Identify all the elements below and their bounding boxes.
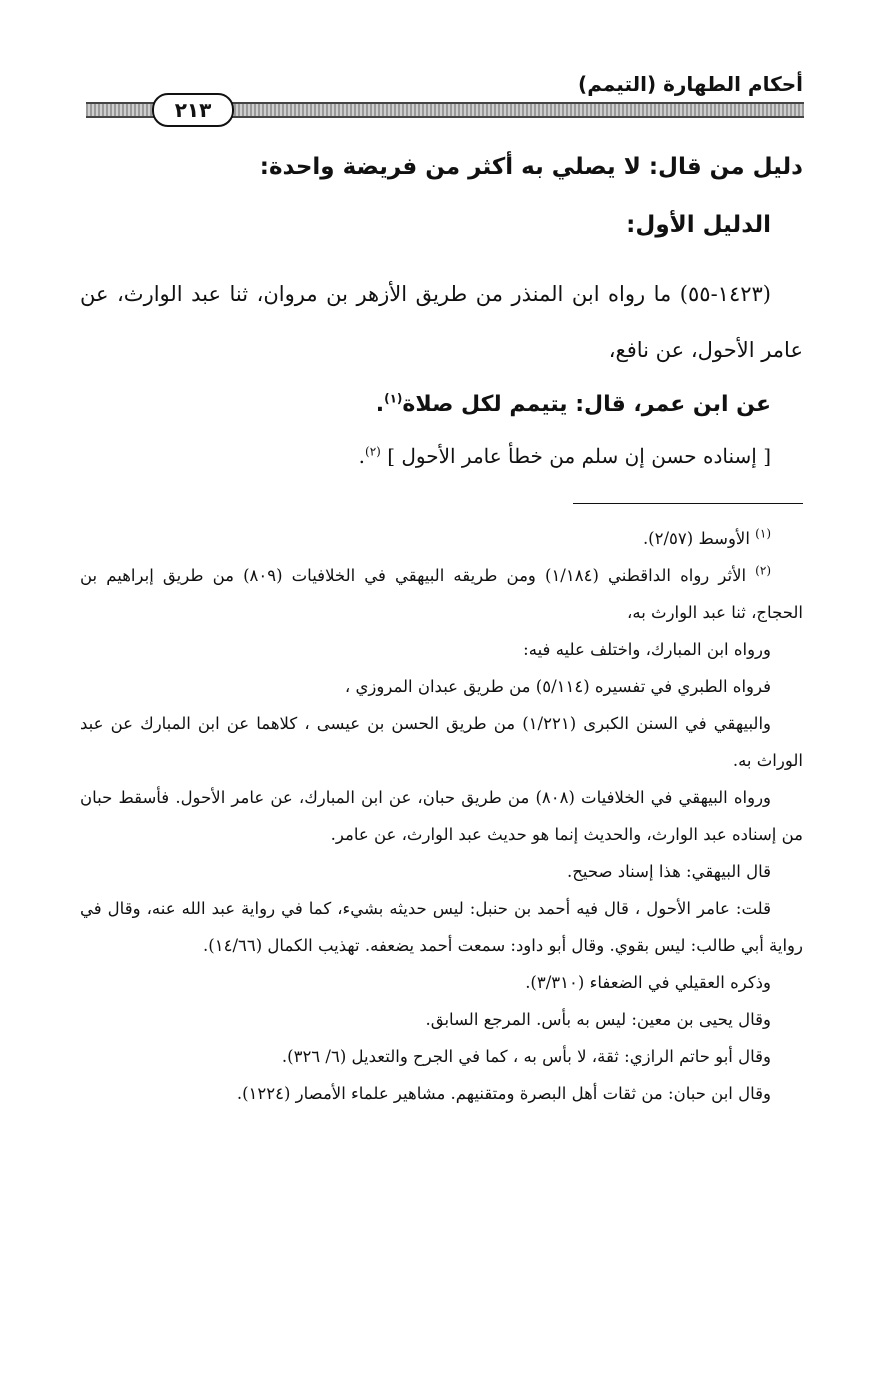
grading-text	[80, 432, 771, 480]
footnote-1-mark: (١)	[755, 526, 771, 541]
athar-text	[80, 378, 771, 432]
running-header-title: أحكام الطهارة (التيمم)	[578, 72, 803, 96]
footnote-1	[80, 520, 803, 557]
footnote-line: قلت: عامر الأحول ، قال فيه أحمد بن حنبل: ليس حديثه بشيء، كما في رواية عبد الله عنه، وقال في رواية أبي طالب: ليس بقوي. وقال أبو داود: سمعت أحمد يضعفه. تهذيب الكمال (١٤/٦٦).	[80, 899, 803, 955]
athar-body: عن ابن عمر، قال: يتيمم لكل صلاة	[402, 392, 771, 417]
section-subheading: الدليل الأول:	[626, 212, 771, 238]
footnote-line: وقال يحيى بن معين: ليس به بأس. المرجع السابق.	[425, 1010, 771, 1029]
athar-end: .	[375, 392, 385, 417]
footnote-1-text: الأوسط (٢/٥٧).	[642, 529, 750, 548]
footnote-ref-1: (١)	[384, 391, 403, 406]
section-heading: دليل من قال: لا يصلي به أكثر من فريضة واحدة:	[259, 154, 803, 180]
footnote-2-mark: (٢)	[755, 563, 771, 578]
main-text	[80, 150, 803, 480]
footnote-2	[80, 557, 803, 631]
footnote-line: وقال ابن حبان: من ثقات أهل البصرة ومتقنيهم. مشاهير علماء الأمصار (١٢٢٤).	[236, 1084, 771, 1103]
page-number: ٢١٣	[152, 93, 234, 127]
footnote-separator	[573, 503, 803, 504]
footnotes	[80, 520, 803, 1112]
footnote-line: والبيهقي في السنن الكبرى (١/٢٢١) من طريق الحسن بن عيسى ، كلاهما عن ابن المبارك عن عبد الوراث به.	[80, 714, 803, 770]
grading-body: [ إسناده حسن إن سلم من خطأ عامر الأحول ]	[387, 444, 771, 468]
footnote-2-text: الأثر رواه الداقطني (١/١٨٤) ومن طريقه البيهقي في الخلافيات (٨٠٩) من طريق إبراهيم بن الحجاج، ثنا عبد الوارث به،	[80, 566, 803, 622]
isnad-paragraph: (١٤٢٣-٥٥) ما رواه ابن المنذر من طريق الأزهر بن مروان، ثنا عبد الوارث، عن عامر الأحول، عن نافع،	[80, 282, 803, 362]
grading-end: .	[358, 444, 366, 468]
footnote-line: ورواه البيهقي في الخلافيات (٨٠٨) من طريق حبان، عن ابن المبارك، عن عامر الأحول. فأسقط حبان من إسناده عبد الوارث، والحديث إنما هو حديث عبد الوارث، عن عامر.	[80, 788, 803, 844]
footnote-line: فرواه الطبري في تفسيره (٥/١١٤) من طريق عبدان المروزي ،	[344, 677, 771, 696]
footnote-line: ورواه ابن المبارك، واختلف عليه فيه:	[523, 640, 771, 659]
footnote-ref-2: (٢)	[365, 444, 381, 459]
footnote-line: قال البيهقي: هذا إسناد صحيح.	[567, 862, 771, 881]
footnote-line: وقال أبو حاتم الرازي: ثقة، لا بأس به ، كما في الجرح والتعديل (٦/ ٣٢٦).	[281, 1047, 771, 1066]
footnote-line: وذكره العقيلي في الضعفاء (٣/٣١٠).	[525, 973, 771, 992]
